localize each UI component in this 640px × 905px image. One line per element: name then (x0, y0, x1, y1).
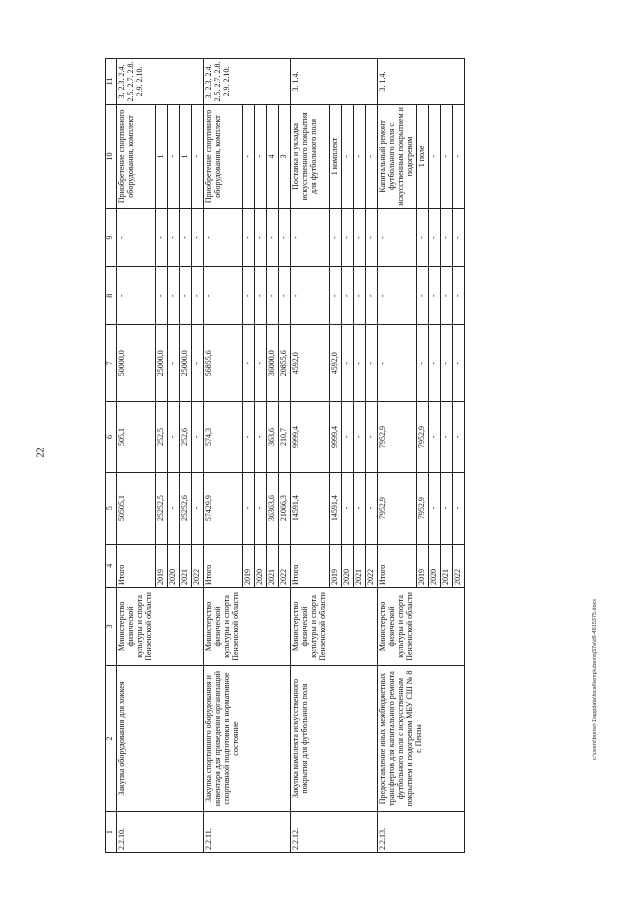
year-c8-cell: - (267, 267, 279, 325)
year-c8-cell: - (342, 267, 354, 325)
year-c10-cell: 1 (180, 104, 192, 208)
year-c8-cell: - (243, 267, 255, 325)
year-c10-cell: - (192, 104, 204, 208)
year-c5-cell: 14591,4 (330, 472, 342, 544)
target-indicators: 3. 2.3. 2.4. 2.5. 2.7. 2.8. 2.9. 2.10. (117, 59, 204, 105)
activity-code: 2.2.12. (291, 812, 378, 853)
year-c10-cell: - (429, 104, 441, 208)
activity-code: 2.2.10. (117, 812, 204, 853)
year-c8-cell: - (168, 267, 180, 325)
activity-name: Закупка спортивного оборудования и инвентаря для приведения организаций спортивной подготовки в нормативное состояние (204, 665, 291, 811)
year-c7-cell: 20855,6 (279, 325, 291, 402)
year-year-cell: 2020 (429, 544, 441, 587)
year-c10-cell: - (354, 104, 366, 208)
year-c10-cell: - (255, 104, 267, 208)
total-c10-cell: Поставка и укладка искусственного покрытия для футбольного поля (291, 104, 330, 208)
year-c6-cell: 252,6 (180, 402, 192, 473)
year-c9-cell: - (255, 208, 267, 266)
column-number: 4 (106, 544, 117, 587)
total-c6-cell: 7952,9 (378, 402, 417, 473)
year-c7-cell: - (168, 325, 180, 402)
year-c5-cell: - (453, 472, 465, 544)
year-c7-cell: - (453, 325, 465, 402)
year-c10-cell: - (453, 104, 465, 208)
year-c6-cell: 363,6 (267, 402, 279, 473)
total-c6-cell: 505,1 (117, 402, 156, 473)
total-year-cell: Итого (117, 544, 156, 587)
year-c9-cell: - (429, 208, 441, 266)
year-year-cell: 2022 (192, 544, 204, 587)
column-number: 6 (106, 402, 117, 473)
year-year-cell: 2020 (255, 544, 267, 587)
year-c7-cell: 25000,0 (156, 325, 168, 402)
year-c8-cell: - (279, 267, 291, 325)
year-c10-cell: - (243, 104, 255, 208)
year-c5-cell: - (366, 472, 378, 544)
year-c10-cell: 3 (279, 104, 291, 208)
year-c5-cell: 21066,3 (279, 472, 291, 544)
year-c5-cell: 25252,5 (156, 472, 168, 544)
activity-executor: Министерство физической культуры и спорта Пензенской области (204, 587, 291, 665)
table-row (204, 59, 243, 853)
year-c6-cell: 210,7 (279, 402, 291, 473)
year-c9-cell: - (441, 208, 453, 266)
year-c6-cell: - (354, 402, 366, 473)
activity-executor: Министерство физической культуры и спорта Пензенской области (378, 587, 465, 665)
year-c5-cell: - (354, 472, 366, 544)
year-c8-cell: - (453, 267, 465, 325)
year-c7-cell: - (441, 325, 453, 402)
table-row (291, 59, 330, 853)
activity-executor: Министерство физической культуры и спорта Пензенской области (117, 587, 204, 665)
total-c5-cell: 50505,1 (117, 472, 156, 544)
target-indicators: 3. 1.4. (291, 59, 378, 105)
year-c6-cell: - (192, 402, 204, 473)
year-c9-cell: - (168, 208, 180, 266)
year-c7-cell: - (354, 325, 366, 402)
total-c5-cell: 14591,4 (291, 472, 330, 544)
year-c8-cell: - (429, 267, 441, 325)
table-row (378, 59, 417, 853)
program-activities-table (105, 58, 465, 853)
year-year-cell: 2021 (441, 544, 453, 587)
activity-name: Закупка комплекта искусственного покрытия для футбольного поля (291, 665, 378, 811)
year-c9-cell: - (192, 208, 204, 266)
year-year-cell: 2021 (267, 544, 279, 587)
year-c5-cell: 7952,9 (417, 472, 429, 544)
activity-code: 2.2.11. (204, 812, 291, 853)
year-c7-cell: - (429, 325, 441, 402)
year-c6-cell: 7952,9 (417, 402, 429, 473)
column-number: 8 (106, 267, 117, 325)
year-c7-cell: 36000,0 (267, 325, 279, 402)
year-c5-cell: - (429, 472, 441, 544)
column-number: 3 (106, 587, 117, 665)
year-c5-cell: 36363,6 (267, 472, 279, 544)
year-c8-cell: - (417, 267, 429, 325)
year-c10-cell: 4 (267, 104, 279, 208)
year-c6-cell: - (453, 402, 465, 473)
total-c10-cell: Капитальный ремонт футбольного поля с искусственным покрытием и подогревом (378, 104, 417, 208)
year-c10-cell: 1 комплект (330, 104, 342, 208)
year-c8-cell: - (180, 267, 192, 325)
total-c8-cell: - (291, 267, 330, 325)
total-c9-cell: - (117, 208, 156, 266)
year-c6-cell: - (366, 402, 378, 473)
total-c7-cell: 4592,0 (291, 325, 330, 402)
year-year-cell: 2022 (279, 544, 291, 587)
total-c7-cell: 50000,0 (117, 325, 156, 402)
column-number: 1 (106, 812, 117, 853)
activity-code: 2.2.13. (378, 812, 465, 853)
year-year-cell: 2021 (354, 544, 366, 587)
year-c9-cell: - (366, 208, 378, 266)
year-c9-cell: - (330, 208, 342, 266)
year-year-cell: 2022 (366, 544, 378, 587)
year-c5-cell: 25252,6 (180, 472, 192, 544)
year-c5-cell: - (342, 472, 354, 544)
year-c10-cell: 1 (156, 104, 168, 208)
year-c10-cell: - (366, 104, 378, 208)
total-c10-cell: Приобретение спортивного оборудования, комплект (204, 104, 243, 208)
year-c10-cell: - (342, 104, 354, 208)
activity-name: Закупка оборудования для хоккея (117, 665, 204, 811)
total-year-cell: Итого (204, 544, 243, 587)
total-c9-cell: - (204, 208, 243, 266)
year-year-cell: 2021 (180, 544, 192, 587)
total-c9-cell: - (291, 208, 330, 266)
year-c8-cell: - (255, 267, 267, 325)
year-c7-cell: 4592,0 (330, 325, 342, 402)
total-c6-cell: 9999,4 (291, 402, 330, 473)
total-year-cell: Итого (291, 544, 330, 587)
column-number: 2 (106, 665, 117, 811)
year-c7-cell: - (342, 325, 354, 402)
total-year-cell: Итого (378, 544, 417, 587)
activity-name: Предоставление иных межбюджетных трансфертов для капитального ремонта футбольного поля с искусственным покрытием и подогревом МБУ СШ № 8 г. Пензы (378, 665, 465, 811)
year-c8-cell: - (156, 267, 168, 325)
column-number: 11 (106, 59, 117, 105)
column-number: 5 (106, 472, 117, 544)
year-c9-cell: - (180, 208, 192, 266)
rotated-table-container (105, 58, 590, 853)
column-number-row (106, 59, 117, 853)
activity-executor: Министерство физической культуры и спорта Пензенской области (291, 587, 378, 665)
year-c8-cell: - (354, 267, 366, 325)
year-c8-cell: - (441, 267, 453, 325)
column-number: 10 (106, 104, 117, 208)
year-c9-cell: - (342, 208, 354, 266)
total-c5-cell: 7952,9 (378, 472, 417, 544)
year-year-cell: 2020 (168, 544, 180, 587)
total-c8-cell: - (378, 267, 417, 325)
year-c9-cell: - (417, 208, 429, 266)
year-c9-cell: - (354, 208, 366, 266)
total-c8-cell: - (204, 267, 243, 325)
year-year-cell: 2020 (342, 544, 354, 587)
year-c7-cell: 25000,0 (180, 325, 192, 402)
year-year-cell: 2019 (156, 544, 168, 587)
column-number: 7 (106, 325, 117, 402)
year-year-cell: 2019 (330, 544, 342, 587)
total-c8-cell: - (117, 267, 156, 325)
year-c5-cell: - (441, 472, 453, 544)
year-c8-cell: - (192, 267, 204, 325)
year-c9-cell: - (267, 208, 279, 266)
year-c9-cell: - (453, 208, 465, 266)
year-c7-cell: - (255, 325, 267, 402)
year-c9-cell: - (243, 208, 255, 266)
year-c6-cell: 252,5 (156, 402, 168, 473)
year-c9-cell: - (156, 208, 168, 266)
year-c5-cell: - (243, 472, 255, 544)
year-c10-cell: 1 поле (417, 104, 429, 208)
year-c6-cell: 9999,4 (330, 402, 342, 473)
table-body (117, 59, 465, 853)
year-c5-cell: - (168, 472, 180, 544)
total-c6-cell: 574,3 (204, 402, 243, 473)
year-c8-cell: - (330, 267, 342, 325)
total-c5-cell: 57429,9 (204, 472, 243, 544)
year-c7-cell: - (243, 325, 255, 402)
total-c9-cell: - (378, 208, 417, 266)
year-year-cell: 2019 (243, 544, 255, 587)
year-c6-cell: - (243, 402, 255, 473)
target-indicators: 3. 1.4. (378, 59, 465, 105)
year-c5-cell: - (192, 472, 204, 544)
year-c6-cell: - (255, 402, 267, 473)
table-row (117, 59, 156, 853)
year-c6-cell: - (441, 402, 453, 473)
year-year-cell: 2022 (453, 544, 465, 587)
footer-file-path: c:\users\borovi-1\appdata\local\temp\ubemsj37a\d9-4615375.docx (592, 598, 598, 760)
year-c10-cell: - (168, 104, 180, 208)
year-c7-cell: - (192, 325, 204, 402)
column-number: 9 (106, 208, 117, 266)
year-c8-cell: - (366, 267, 378, 325)
total-c7-cell: 56855,6 (204, 325, 243, 402)
total-c7-cell: - (378, 325, 417, 402)
year-c10-cell: - (441, 104, 453, 208)
target-indicators: 3. 2.3. 2.4. 2.5. 2.7. 2.8. 2.9. 2.10. (204, 59, 291, 105)
year-c7-cell: - (366, 325, 378, 402)
year-c6-cell: - (168, 402, 180, 473)
year-c9-cell: - (279, 208, 291, 266)
year-c5-cell: - (255, 472, 267, 544)
year-c7-cell: - (417, 325, 429, 402)
year-year-cell: 2019 (417, 544, 429, 587)
page-number: 22 (35, 447, 47, 458)
year-c6-cell: - (342, 402, 354, 473)
year-c6-cell: - (429, 402, 441, 473)
total-c10-cell: Приобретение спортивного оборудования, комплект (117, 104, 156, 208)
